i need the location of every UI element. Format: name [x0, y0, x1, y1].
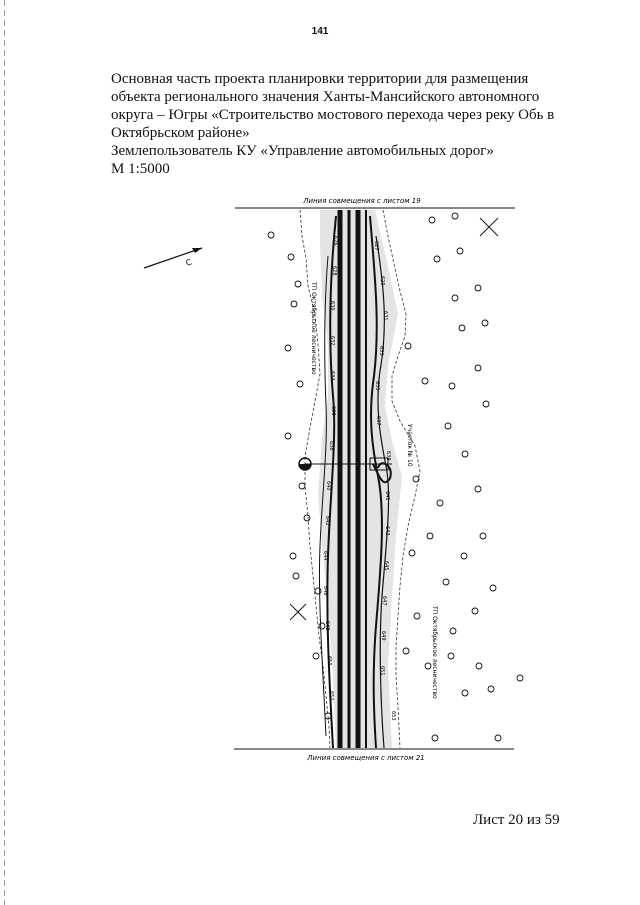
picket-label: 630: [329, 301, 335, 311]
north-arrow-label: С: [184, 257, 193, 268]
header-line: округа – Югры «Строительство мостового перехода через реку Обь в: [111, 107, 555, 123]
right-side-note: Участок № 10: [406, 424, 413, 467]
picket-label: 647: [381, 596, 387, 606]
picket-label: 645: [383, 561, 389, 571]
picket-label: 642: [324, 516, 330, 526]
scan-page-edge: [4, 0, 5, 905]
picket-label: 631: [382, 311, 388, 321]
header-line: объекта регионального значения Ханты-Мансийского автономного: [111, 89, 540, 105]
header-line: Землепользователь КУ «Управление автомобильных дорог»: [111, 143, 494, 159]
picket-label: 639: [385, 451, 391, 461]
picket-label: 649: [380, 631, 386, 641]
picket-label: 633: [378, 346, 384, 356]
picket-label: 648: [324, 621, 330, 631]
picket-label: 653: [390, 711, 396, 721]
picket-label: 646: [322, 586, 328, 596]
document-header: [111, 70, 591, 178]
picket-label: 640: [325, 481, 331, 491]
right-boundary-label: ТП Октябрьское лесничество: [431, 606, 438, 699]
picket-label: 650: [326, 656, 332, 666]
picket-label: 637: [375, 416, 381, 426]
picket-label: 641: [384, 491, 390, 501]
picket-label: 643: [384, 526, 390, 536]
picket-label: 629: [379, 276, 385, 286]
picket-label: 635: [374, 381, 380, 391]
header-line: М 1:5000: [111, 161, 170, 177]
left-boundary-label: ТП Октябрьское лесничество: [310, 282, 317, 375]
page-number: 141: [311, 26, 329, 37]
header-line: Основная часть проекта планировки территории для размещения: [111, 71, 529, 87]
picket-label: 626: [332, 236, 338, 246]
picket-label: 636: [330, 406, 336, 416]
picket-label: 651: [379, 666, 385, 676]
picket-label: 634: [329, 371, 335, 381]
picket-label: 628: [331, 266, 337, 276]
picket-label: 638: [328, 441, 334, 451]
picket-label: 644: [322, 551, 328, 561]
top-match-line-label: Линия совмещения с листом 19: [303, 197, 421, 205]
header-line: Октябрьском районе»: [111, 125, 250, 141]
picket-label: 652: [328, 691, 334, 701]
bottom-match-line-label: Линия совмещения с листом 21: [307, 754, 425, 762]
site-plan-drawing: [130, 196, 530, 766]
sheet-counter: Лист 20 из 59: [473, 812, 560, 828]
north-arrow-icon: [144, 248, 202, 268]
picket-label: 627: [373, 241, 379, 251]
picket-label: 632: [329, 336, 335, 346]
